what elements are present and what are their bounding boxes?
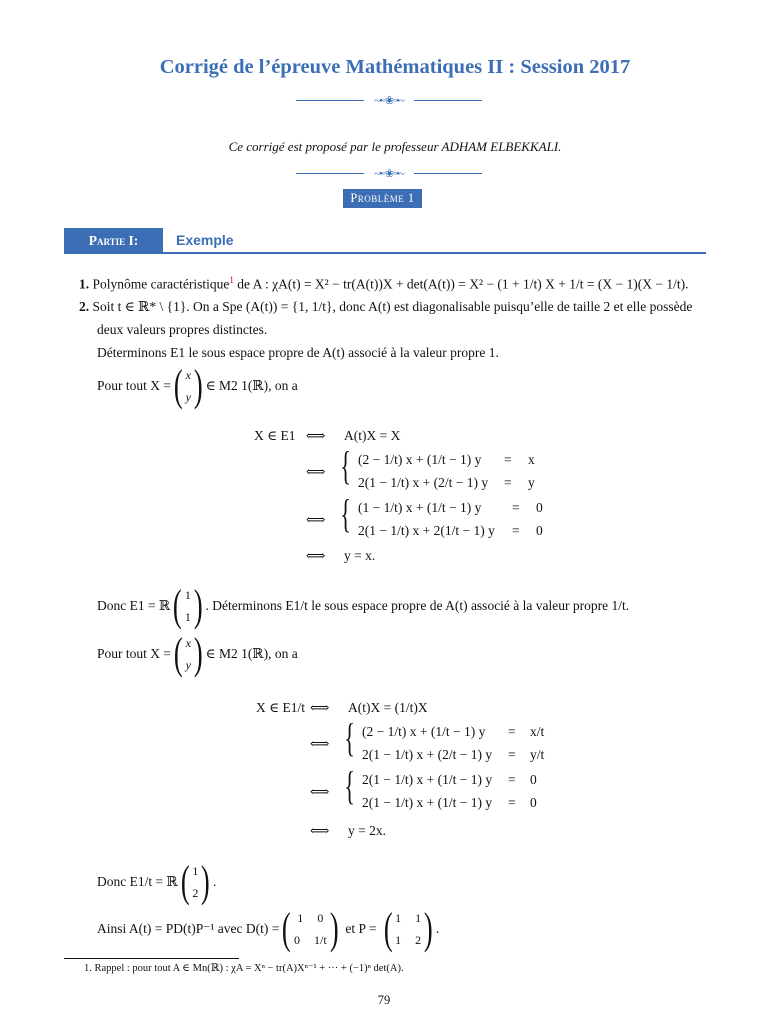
vector-def-1: Pour tout X = ( x y ) ∈ M2 1(ℝ), on a xyxy=(97,361,298,410)
matrix-d: ( 1 0 0 1/t ) xyxy=(282,904,339,953)
title-ornament xyxy=(296,93,482,107)
conclusion-e1t: Donc E1/t = ℝ ( 1 2 ) . xyxy=(97,857,217,906)
part-label: Partie I: xyxy=(64,228,163,253)
matrix-p: ( 1 1 1 2 ) xyxy=(383,904,433,953)
footnote-marker[interactable]: 1 xyxy=(229,275,234,285)
item-1: 1. Polynôme caractéristique$^1$ de A : χA(t) = X² − tr(A(t))X + det(A(t)) = X² − (1 + 1/t) X + 1/t = (X − 1)(X − 1/t). xyxy=(79,275,689,292)
footnote: 1. Rappel : pour tout A ∈ Mn(ℝ) : χA = Xⁿ − tr(A)Xⁿ⁻¹ + ··· + (−1)ⁿ det(A). xyxy=(84,963,404,974)
conclusion-e1: Donc E1 = ℝ ( 1 1 ) . Déterminons E1/t le sous espace propre de A(t) associé à la valeur propre 1/t. xyxy=(97,581,630,630)
footnote-rule xyxy=(64,958,239,959)
problem-label: Problème 1 xyxy=(343,189,422,208)
page-title: Corrigé de l’épreuve Mathématiques II : Session 2017 xyxy=(159,56,631,78)
item-2-line-2: deux valeurs propres distinctes. xyxy=(97,322,268,337)
item-2-line-3: Déterminons E1 le sous espace propre de A(t) associé à la valeur propre 1. xyxy=(97,345,499,360)
author-byline: Ce corrigé est proposé par le professeur ADHAM ELBEKKALI. xyxy=(228,139,562,154)
byline-ornament: ~•◦❀◦•~ xyxy=(296,166,482,180)
vector-x-y: ( x y ) xyxy=(173,361,203,410)
diagonalization: Ainsi A(t) = PD(t)P⁻¹ avec D(t) = ( 1 0 0 1/t ) et P = ( 1 1 1 2 ) . xyxy=(97,904,440,953)
part-divider xyxy=(64,252,706,254)
item-2-line-1: 2. Soit t ∈ ℝ* \ {1}. On a Spe (A(t)) = {1, 1/t}, donc A(t) est diagonalisable puisqu’elle de taille 2 et elle possède xyxy=(79,299,693,314)
ornament-glyph: ~•◦❀◦•~ xyxy=(374,95,404,107)
part-title: Exemple xyxy=(176,232,234,248)
vector-def-2: Pour tout X = ( x y ) ∈ M2 1(ℝ), on a xyxy=(97,629,298,678)
page-number: 79 xyxy=(377,993,391,1007)
